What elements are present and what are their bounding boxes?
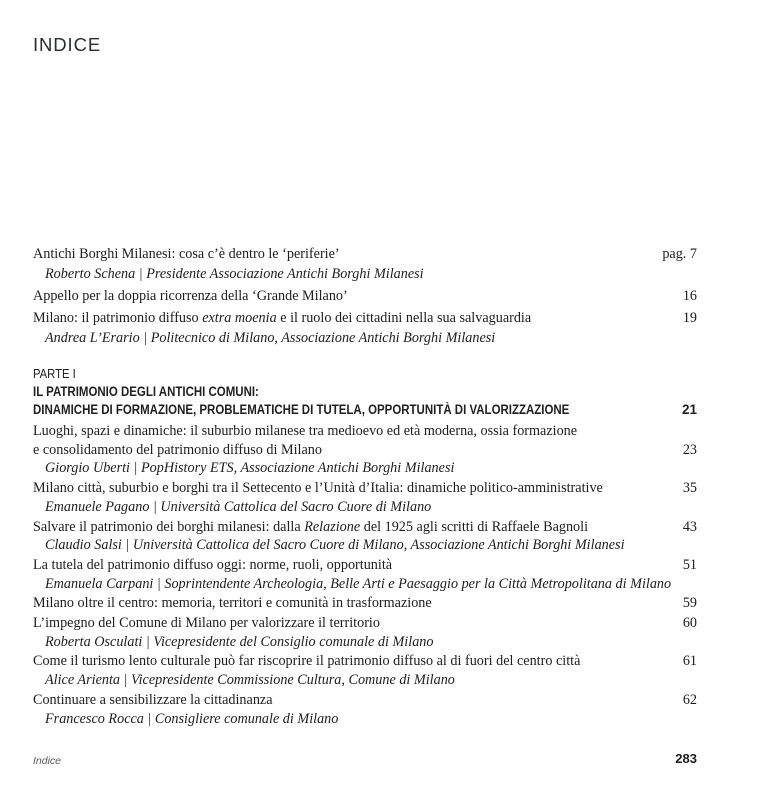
toc-entry-title bbox=[33, 286, 673, 306]
toc-front-section bbox=[33, 244, 697, 348]
footer-page-number: 283 bbox=[675, 751, 697, 766]
toc-entry-page-number: 60 bbox=[682, 615, 697, 632]
toc-title-line bbox=[33, 244, 652, 264]
toc-title-line bbox=[33, 594, 673, 613]
toc-title-line bbox=[33, 479, 673, 498]
toc-title-line bbox=[33, 518, 673, 537]
toc-entry bbox=[33, 422, 697, 478]
toc-title-line bbox=[33, 556, 673, 575]
toc-entry-row bbox=[33, 308, 697, 328]
toc-title-line bbox=[33, 652, 673, 671]
toc-entry-title bbox=[33, 479, 673, 498]
toc-entry-title bbox=[33, 244, 652, 264]
toc-entry-row bbox=[33, 614, 697, 633]
title-text: Appello per la doppia ricorrenza della ‘Grande Milano’ bbox=[33, 288, 348, 304]
toc-entry-row bbox=[33, 479, 697, 498]
part-heading-line bbox=[33, 401, 672, 419]
toc-entry-author: Emanuela Carpani | Soprintendente Archeologia, Belle Arti e Paesaggio per la Città Metropolitana di Milano bbox=[45, 575, 672, 592]
toc-entry-title bbox=[33, 308, 673, 328]
part-heading-text: DINAMICHE DI FORMAZIONE, PROBLEMATICHE DI TUTELA, OPPORTUNITÀ DI VALORIZZAZIONE bbox=[33, 402, 570, 417]
toc-entry-row bbox=[33, 286, 697, 306]
title-text: La tutela del patrimonio diffuso oggi: norme, ruoli, opportunità bbox=[33, 556, 393, 573]
toc-entry-author: Giorgio Uberti | PopHistory ETS, Associazione Antichi Borghi Milanesi bbox=[45, 460, 455, 477]
toc-entry bbox=[33, 614, 697, 651]
part-label bbox=[33, 366, 697, 383]
toc-entry-page-number: 61 bbox=[682, 653, 697, 670]
title-text: Milano città, suburbio e borghi tra il Settecento e l’Unità d’Italia: dinamiche politico-amministrative bbox=[33, 480, 603, 497]
title-text: Come il turismo lento culturale può far riscoprire il patrimonio diffuso al di fuori del centro città bbox=[33, 653, 581, 670]
toc-entry-author: Alice Arienta | Vicepresidente Commissione Cultura, Comune di Milano bbox=[45, 672, 455, 689]
title-text: e consolidamento del patrimonio diffuso di Milano bbox=[33, 441, 322, 458]
toc-entry-row bbox=[33, 244, 697, 264]
part-heading-block bbox=[33, 366, 697, 419]
toc-title-line bbox=[33, 286, 673, 306]
toc-entry-page-number: 23 bbox=[682, 441, 697, 458]
toc-entry bbox=[33, 594, 697, 613]
title-text: e il ruolo dei cittadini nella sua salvaguardia bbox=[276, 310, 532, 326]
part-heading-line bbox=[33, 383, 697, 401]
toc-entry bbox=[33, 556, 697, 593]
title-text: Milano oltre il centro: memoria, territori e comunità in trasformazione bbox=[33, 595, 432, 612]
part-page-number: 21 bbox=[681, 402, 697, 417]
title-text: L’impegno del Comune di Milano per valorizzare il territorio bbox=[33, 615, 380, 632]
toc-entry-page-number: 43 bbox=[682, 518, 697, 535]
title-text: Milano: il patrimonio diffuso bbox=[33, 310, 203, 326]
toc-entry bbox=[33, 244, 697, 284]
toc-entry-page-number: 59 bbox=[682, 595, 697, 612]
toc-entry-row bbox=[33, 594, 697, 613]
toc-entry-row bbox=[33, 652, 697, 671]
toc-entry-page-number: 35 bbox=[682, 480, 697, 497]
part-heading-text: IL PATRIMONIO DEGLI ANTICHI COMUNI: bbox=[33, 384, 259, 399]
toc-entry-author: Roberta Osculati | Vicepresidente del Consiglio comunale di Milano bbox=[45, 633, 434, 650]
part-label-text: PARTE I bbox=[33, 367, 76, 381]
footer-running-title: Indice bbox=[33, 755, 62, 767]
title-text: Antichi Borghi Milanesi: cosa c’è dentro le ‘periferie’ bbox=[33, 246, 340, 262]
toc-title-line bbox=[33, 422, 673, 441]
toc-entry-title bbox=[33, 691, 673, 710]
title-text: del 1925 agli scritti di Raffaele Bagnoli bbox=[360, 518, 589, 535]
title-text-italic: extra moenia bbox=[202, 310, 277, 326]
toc-entry bbox=[33, 308, 697, 348]
toc-entry-title bbox=[33, 518, 673, 537]
toc-entry-title bbox=[33, 614, 673, 633]
toc-entry-author: Claudio Salsi | Università Cattolica del Sacro Cuore di Milano, Associazione Antichi Borghi Milanesi bbox=[45, 537, 625, 554]
toc-entry bbox=[33, 479, 697, 516]
title-text: Salvare il patrimonio dei borghi milanesi: dalla bbox=[33, 518, 305, 535]
toc-entry-page-number: 51 bbox=[682, 556, 697, 573]
toc-entry-author: Emanuele Pagano | Università Cattolica del Sacro Cuore di Milano bbox=[45, 498, 432, 515]
title-text: Luoghi, spazi e dinamiche: il suburbio milanese tra medioevo ed età moderna, ossia formazione bbox=[33, 423, 578, 439]
page-title: INDICE bbox=[33, 34, 102, 55]
toc-entry-title bbox=[33, 556, 673, 575]
toc-entry bbox=[33, 691, 697, 728]
part-heading-row bbox=[33, 401, 697, 419]
toc-title-line bbox=[33, 441, 673, 460]
toc-entry-title bbox=[33, 594, 673, 613]
toc-entry-author: Francesco Rocca | Consigliere comunale di Milano bbox=[45, 710, 339, 727]
toc-entry-page-number: 16 bbox=[682, 288, 697, 304]
table-of-contents bbox=[33, 244, 697, 729]
toc-entry-author: Roberto Schena | Presidente Associazione Antichi Borghi Milanesi bbox=[45, 266, 424, 282]
toc-entry-title bbox=[33, 422, 673, 459]
toc-entry-row bbox=[33, 518, 697, 537]
toc-entry-row bbox=[33, 556, 697, 575]
title-text-italic: Relazione bbox=[304, 518, 361, 535]
toc-entry bbox=[33, 518, 697, 555]
toc-entry-page-number: pag. 7 bbox=[662, 246, 697, 262]
title-text: Continuare a sensibilizzare la cittadinanza bbox=[33, 691, 273, 708]
toc-entry-author: Andrea L’Erario | Politecnico di Milano, Associazione Antichi Borghi Milanesi bbox=[45, 330, 496, 346]
toc-part-section bbox=[33, 422, 697, 728]
toc-entry-title bbox=[33, 652, 673, 671]
toc-entry bbox=[33, 652, 697, 689]
toc-title-line bbox=[33, 691, 673, 710]
toc-entry-page-number: 62 bbox=[682, 691, 697, 708]
toc-title-line bbox=[33, 308, 673, 328]
toc-entry-page-number: 19 bbox=[682, 310, 697, 326]
toc-entry bbox=[33, 286, 697, 306]
toc-entry-row bbox=[33, 422, 697, 459]
toc-entry-row bbox=[33, 691, 697, 710]
toc-title-line bbox=[33, 614, 673, 633]
